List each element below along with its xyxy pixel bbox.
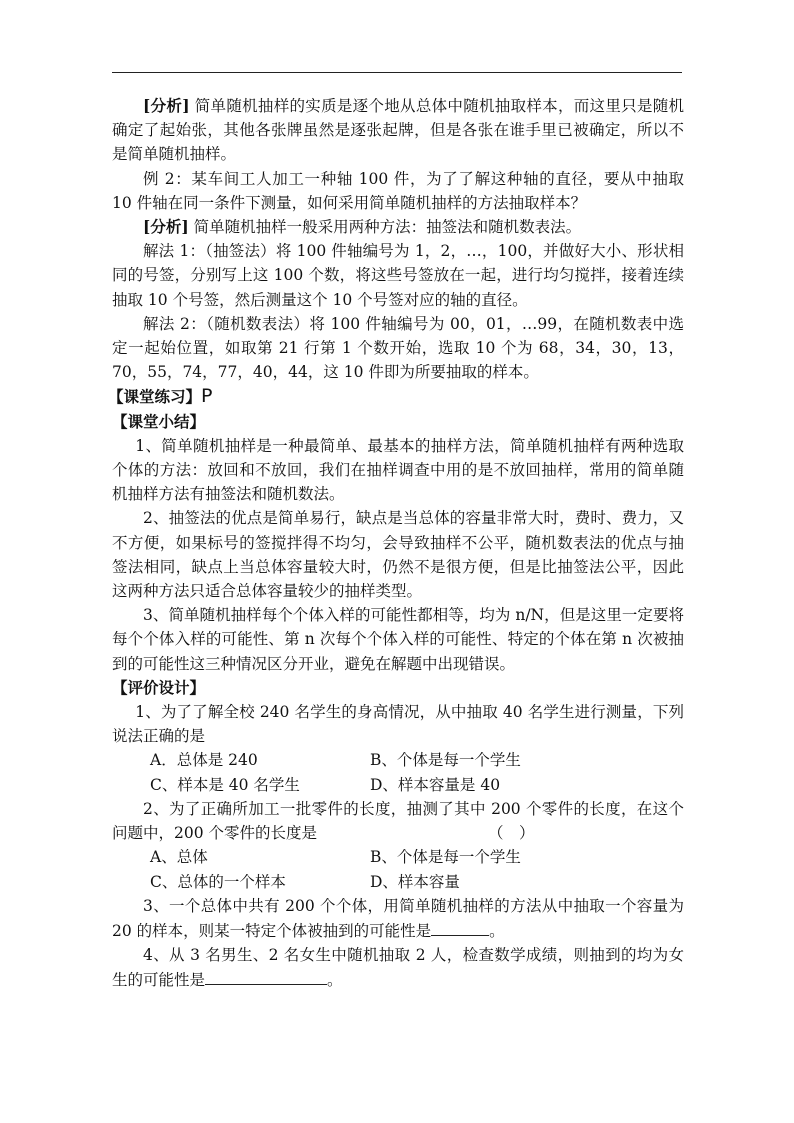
analysis-text: 简单随机抽样的实质是逐个地从总体中随机抽取样本，而这里只是随机确定了起始张，其他各张牌虽然是逐张起牌，但是各张在谁手里已被确定，所以不是简单随机抽样。 bbox=[112, 97, 684, 164]
question-2-text: 2、为了正确所加工一批零件的长度，抽测了其中 200 个零件的长度，在这个问题中，200 个零件的长度是 bbox=[112, 799, 684, 843]
option-a: A、总体 bbox=[150, 848, 208, 867]
analysis-text: 简单随机抽样一般采用两种方法：抽签法和随机数表法。 bbox=[193, 218, 582, 237]
section-practice-heading bbox=[108, 384, 684, 409]
practice-suffix: P bbox=[201, 385, 213, 408]
example-2: 例 2：某车间工人加工一种轴 100 件，为了了解这种轴的直径，要从中抽取 10 件轴在同一条件下测量，如何采用简单随机抽样的方法抽取样本？ bbox=[112, 169, 684, 212]
option-c: C、样本是 40 名学生 bbox=[150, 775, 300, 794]
solution-1: 解法 1：（抽签法）将 100 件轴编号为 1，2，…，100，并做好大小、形状相同的号签，分别写上这 100 个数，将这些号签放在一起，进行均匀搅拌，接着连续抽取 10 个号签，然后测量这个 10 个号签对应的轴的直径。 bbox=[112, 242, 684, 309]
answer-blank bbox=[431, 918, 489, 936]
analysis-paragraph-2 bbox=[112, 215, 684, 239]
option-a: A．总体是 240 bbox=[150, 751, 258, 770]
question-4-text: 4、从 3 名男生、2 名女生中随机抽取 2 人，检查数学成绩，则抽到的均为女生的可能性是 bbox=[112, 946, 684, 990]
answer-blank bbox=[205, 967, 327, 985]
option-d: D、样本容量 bbox=[370, 872, 460, 891]
summary-point-3: 3、简单随机抽样每个个体入样的可能性都相等，均为 n/N，但是这里一定要将每个个体入样的可能性、第 n 次每个个体入样的可能性、特定的个体在第 n 次被抽到的可能性这三种情况区分开业，避免在解题中出现错误。 bbox=[112, 606, 684, 673]
question-1-options-row-2 bbox=[112, 773, 684, 797]
section-evaluation-heading: 【评价设计】 bbox=[112, 677, 206, 697]
header-rule bbox=[112, 72, 682, 73]
question-2-options-row-1 bbox=[112, 845, 684, 869]
summary-point-1: 1、简单随机抽样是一种最简单、最基本的抽样方法，简单随机抽样有两种选取个体的方法：放回和不放回，我们在抽样调查中用的是不放回抽样，常用的简单随机抽样方法有抽签法和随机数法。 bbox=[112, 436, 684, 504]
analysis-tag: [分析] bbox=[143, 96, 190, 115]
question-4-end: 。 bbox=[327, 971, 343, 990]
question-2-options-row-2 bbox=[112, 870, 684, 894]
option-b: B、个体是每一个学生 bbox=[370, 848, 521, 867]
question-2-stem bbox=[112, 797, 684, 845]
option-c: C、总体的一个样本 bbox=[150, 872, 286, 891]
analysis-tag: [分析] bbox=[143, 217, 189, 237]
solution-2: 解法 2：（随机数表法）将 100 件轴编号为 00，01，…99，在随机数表中选定一起始位置，如取第 21 行第 1 个数开始，选取 10 个为 68，34，30，13，70，55，74，77，40，44，这 10 件即为所要抽取的样本。 bbox=[112, 314, 684, 382]
practice-label: 【课堂练习】 bbox=[108, 387, 202, 407]
option-d: D、样本容量是 40 bbox=[370, 775, 501, 794]
section-summary-heading: 【课堂小结】 bbox=[112, 411, 206, 431]
option-b: B、个体是每一个学生 bbox=[370, 751, 521, 770]
question-3-text: 3、一个总体中共有 200 个个体，用简单随机抽样的方法从中抽取一个容量为 20 的样本，则某一特定个体被抽到的可能性是 bbox=[112, 896, 684, 940]
question-3 bbox=[112, 894, 684, 943]
question-3-end: 。 bbox=[489, 921, 505, 940]
analysis-paragraph-1 bbox=[112, 94, 684, 167]
question-1-options-row-1 bbox=[112, 748, 684, 772]
summary-point-2: 2、抽签法的优点是简单易行，缺点是当总体的容量非常大时，费时、费力，又不方便，如果标号的签搅拌得不均匀，会导致抽样不公平，随机数表法的优点与抽签法相同，缺点上当总体容量较大时，仍然不是很方便，但是比抽签法公平，因此这两种方法只适合总体容量较少的抽样类型。 bbox=[112, 509, 684, 601]
question-1-stem: 1、为了了解全校 240 名学生的身高情况，从中抽取 40 名学生进行测量，下列说法正确的是 bbox=[112, 703, 684, 746]
question-4 bbox=[112, 943, 684, 992]
answer-parentheses: （ ） bbox=[488, 824, 535, 843]
document-body bbox=[108, 94, 684, 993]
